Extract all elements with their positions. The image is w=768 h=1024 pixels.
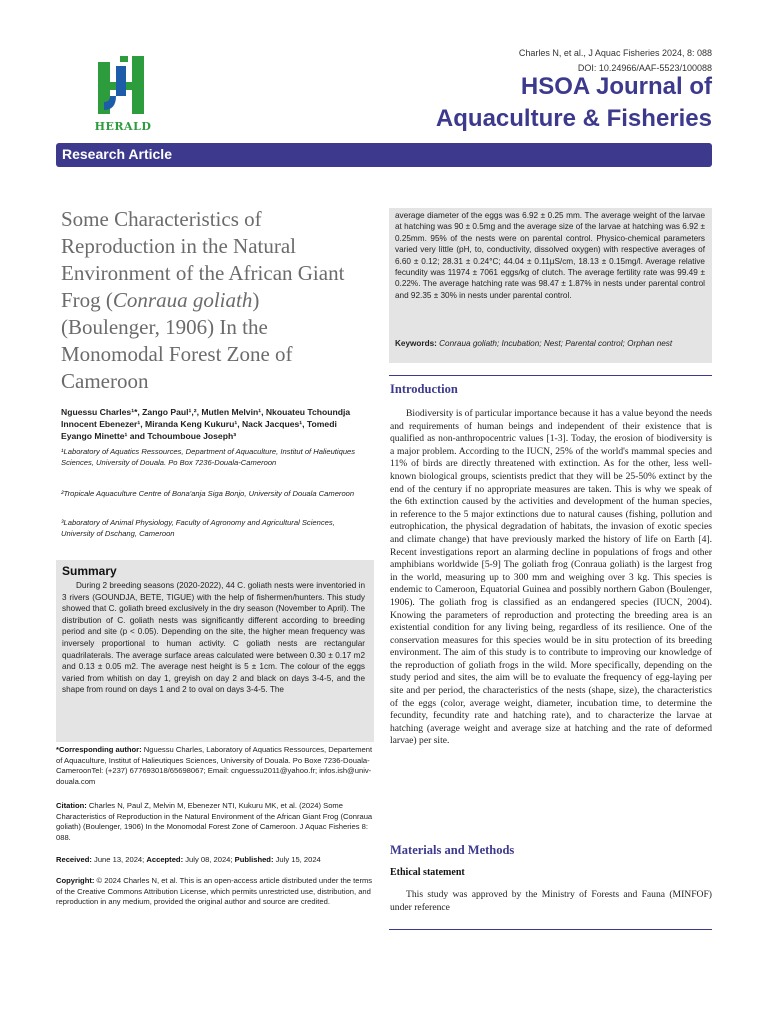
journal-title-line1: HSOA Journal of: [520, 73, 712, 100]
introduction-heading: Introduction: [390, 382, 458, 396]
citation-label: Citation:: [56, 801, 87, 810]
title-part-2: ) (Boulenger, 1906) In the Monomodal Forest Zone of Cameroon: [61, 288, 293, 393]
herald-logo-icon: [92, 52, 154, 120]
journal-title-line2: Aquaculture & Fisheries: [435, 105, 712, 132]
summary-continued-text: average diameter of the eggs was 6.92 ± 0.25 mm. The average weight of the larvae at hatching was 90 ± 0.5mg and the average size of the larvae at hatching was 6.92 ± 0.25mm. 95% of the nests were on parental control. Physico-chemical parameters varied very little (pH, to, conductivity, dissolved oxygen) with respective averages of 6.60 ± 0.12; 28.31 ± 0.24°C; 44.04 ± 0.11µS/cm, 18.13 ± 0.15mg/l. Average relative fecundity was 11974 ± 7061 eggs/kg of clutch. The average fertility rate was 99.49 ± 0.22%. The average hatching rate was 98.47 ± 1.87% in nests under parental control and 92.35 ± 30% in nests under parental control.: [395, 211, 705, 300]
introduction-text: Biodiversity is of particular importance because it has a value beyond the needs and requirements of human beings and independent of their existence that is qualified as non-anthropocentric values [1-3]. Today, the erosion of biodiversity is a major problem. According to the IUCN, 25% of the world's mammal species and 11% of birds are directly threatened with extinction. As for the other, less well-known biological groups, scientists predict that they will be 25-50% extinct by the end of the century if no appropriate measures are taken. This is why we speak of the 6th extinction caused by the activities and development of the human species, in reference to the 5 major extinctions due to natural causes (fishing, pollution and eutrophication, the physical degradation of habitats, the invasion of exotic species and climate change) that have previously marked the history of life on Earth [4]. Recent investigations report an alarming decline in populations of frogs and other amphibians worldwide [5-9] The goliath frog (Conraua goliath) is the largest frog in the world, measuring up to 300 mm and weighing over 3 kg. This species is endemic to Cameroon, Equatorial Guinea and possibly northern Gabon (Boulenger, 1906). The goliath frog is classified as an endangered species (IUCN, 2004). Knowing the parameters of reproduction and protecting the breeding area is an existential condition for any living being, regardless of its resilience. One of the conservation measures for this species would be in situ protection of its breeding environment. The aim of this study is to contribute to improving our knowledge of the reproduction of goliath frogs in the wild. More specifically, depending on the study period and sites, the aim will be to evaluate the frequency of egg-laying per site and per period, the characteristics of the nests (shape, size), the characteristics of the eggs (color, average weight, diameter, incubation time, to determine the fecundity, fecundity rate and hatching rate), and to characterize the larvae at hatching (average weight and average size at hatching and the rate of deformed larvae) per site.: [390, 408, 712, 747]
published-label: Published:: [234, 855, 274, 864]
author-list: Nguessu Charles¹*, Zango Paul¹,², Mutlen Melvin¹, Nkouateu Tchoundja Innocent Ebenezer¹, Miranda Keng Kukuru¹, Nack Jacques¹, Tomedi Eyango Minette¹ and Tchoumboue Joseph³: [61, 407, 351, 441]
summary-continued-box: [389, 208, 712, 363]
journal-title: [436, 71, 712, 135]
received-label: Received:: [56, 855, 92, 864]
dates-line: [56, 855, 374, 866]
copyright-text: © 2024 Charles N, et al. This is an open-access article distributed under the terms of the Creative Commons Attribution License, which permits unrestricted use, distribution, and reproduction in any medium, provided the original author and source are credited.: [56, 876, 373, 907]
keywords: [395, 338, 705, 349]
footer-rule: [389, 929, 712, 930]
herald-logo: [92, 52, 154, 134]
running-citation: Charles N, et al., J Aquac Fisheries 2024, 8: 088: [518, 48, 712, 58]
published-date: July 15, 2024: [275, 855, 321, 864]
affiliation-1: ¹Laboratory of Aquatics Ressources, Department of Aquaculture, Institut of Halieutiques Sciences, University of Douala. Po Box 7236-Douala-Cameroon: [61, 447, 356, 467]
article-type-label: Research Article: [62, 146, 172, 162]
title-species: Conraua goliath: [112, 288, 253, 312]
summary-heading: Summary: [62, 564, 117, 578]
accepted-date: July 08, 2024;: [185, 855, 233, 864]
corresponding-author: [56, 745, 374, 787]
methods-text: This study was approved by the Ministry of Forests and Fauna (MINFOF) under reference: [390, 889, 712, 913]
summary-text: During 2 breeding seasons (2020-2022), 44 C. goliath nests were inventoried in 3 rivers (GOUNDJA, BETE, TIGUE) with the help of fishermen/hunters. This study showed that C. goliath breed exclusively in the dry season (November to April). The distribution of C. goliath nests was significantly different according to breeding period and site (p < 0.05). Depending on the site, the higher mean frequency was inversely proportional to human activity. C goliath nests are rectangular quadrilaterals. The average surface areas calculated were between 0.30 ± 0.17 m2 and 0.13 ± 0.05 m2. The average nest height is 5 ± 1cm. The colour of the eggs varied from whitish on day 1, greyish on day 2 and black on days 3-4-5, and the shape from round on days 1 and 2 to oval on days 3-4-5. The: [62, 581, 365, 695]
citation-text: Charles N, Paul Z, Melvin M, Ebenezer NTI, Kukuru MK, et al. (2024) Some Characteristics of Reproduction in the Natural Environment of the African Giant Frog (Conraua goliath) (Boulenger, 1906) In the Monomodal Forest Zone of Cameroon. J Aquac Fisheries 8: 088.: [56, 801, 373, 842]
doi[interactable]: DOI: 10.24966/AAF-5523/100088: [577, 63, 712, 73]
section-divider: [389, 375, 712, 376]
corresponding-label: *Corresponding author:: [56, 745, 142, 754]
affiliation-3: ³Laboratory of Animal Physiology, Faculty of Agronomy and Agricultural Sciences, University of Dschang, Cameroon: [61, 518, 335, 538]
received-date: June 13, 2024;: [94, 855, 145, 864]
keywords-label: Keywords:: [395, 339, 437, 348]
copyright-label: Copyright:: [56, 876, 95, 885]
corresponding-text: Nguessu Charles, Laboratory of Aquatics Ressources, Departement of Aquaculture, Institut of Halieutiques Sciences, University of Douala. Po Boxe 7236-Douala-CameroonTel: (+237) 677693018/65698067; Email: cnguessu2011@yahoo.fr; infos.ish@univ-douala.com: [56, 745, 373, 786]
summary-box: [56, 560, 374, 742]
citation-block: [56, 801, 374, 843]
methods-heading: Materials and Methods: [390, 843, 515, 857]
title-part-1: Some Characteristics of Reproduction in the Natural Environment of the African Giant Frog (: [61, 207, 345, 312]
ethical-statement-heading: Ethical statement: [390, 867, 465, 878]
article-type-banner: [56, 143, 712, 167]
copyright-block: [56, 876, 374, 908]
accepted-label: Accepted:: [146, 855, 184, 864]
logo-text: HERALD: [94, 120, 152, 133]
keywords-text: Conraua goliath; Incubation; Nest; Parental control; Orphan nest: [439, 339, 673, 348]
article-title: [61, 206, 351, 395]
affiliation-2: ²Tropicale Aquaculture Centre of Bona'anja Siga Bonjo, University of Douala Cameroon: [61, 489, 355, 498]
